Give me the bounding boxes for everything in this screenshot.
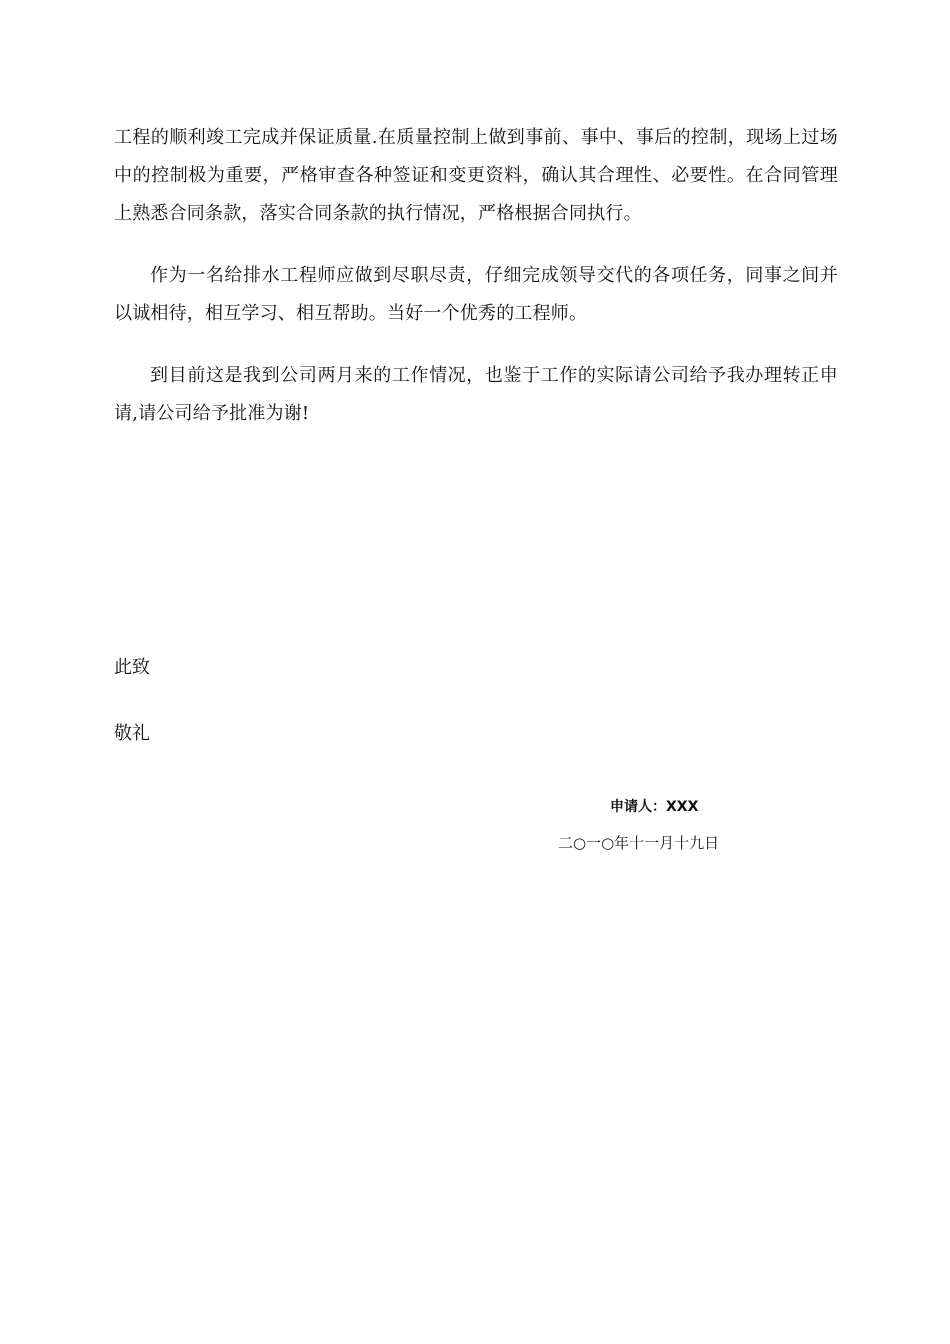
closing-regards: 敬礼 (114, 723, 150, 744)
applicant-name: 申请人：XXX (610, 799, 699, 815)
closing-salutation: 此致 (114, 657, 150, 678)
paragraph-gap (114, 233, 838, 257)
letter-date: 二○一○年十一月十九日 (558, 834, 720, 852)
signature-block (558, 795, 748, 855)
paragraph-quality-control: 工程的顺利竣工完成并保证质量.在质量控制上做到事前、事中、事后的控制，现场上过场中的控制极为重要，严格审查各种签证和变更资料，确认其合理性、必要性。在合同管理上熟悉合同条款，落实合同条款的执行情况，严格根据合同执行。 (114, 127, 838, 224)
paragraph-engineer-duties: 作为一名给排水工程师应做到尽职尽责，仔细完成领导交代的各项任务，同事之间并以诚相待，相互学习、相互帮助。当好一个优秀的工程师。 (114, 265, 838, 324)
paragraph-gap (114, 333, 838, 357)
paragraph-request: 到目前这是我到公司两月来的工作情况，也鉴于工作的实际请公司给予我办理转正申请,请公司给予批准为谢! (114, 365, 838, 424)
letter-body (114, 119, 838, 433)
